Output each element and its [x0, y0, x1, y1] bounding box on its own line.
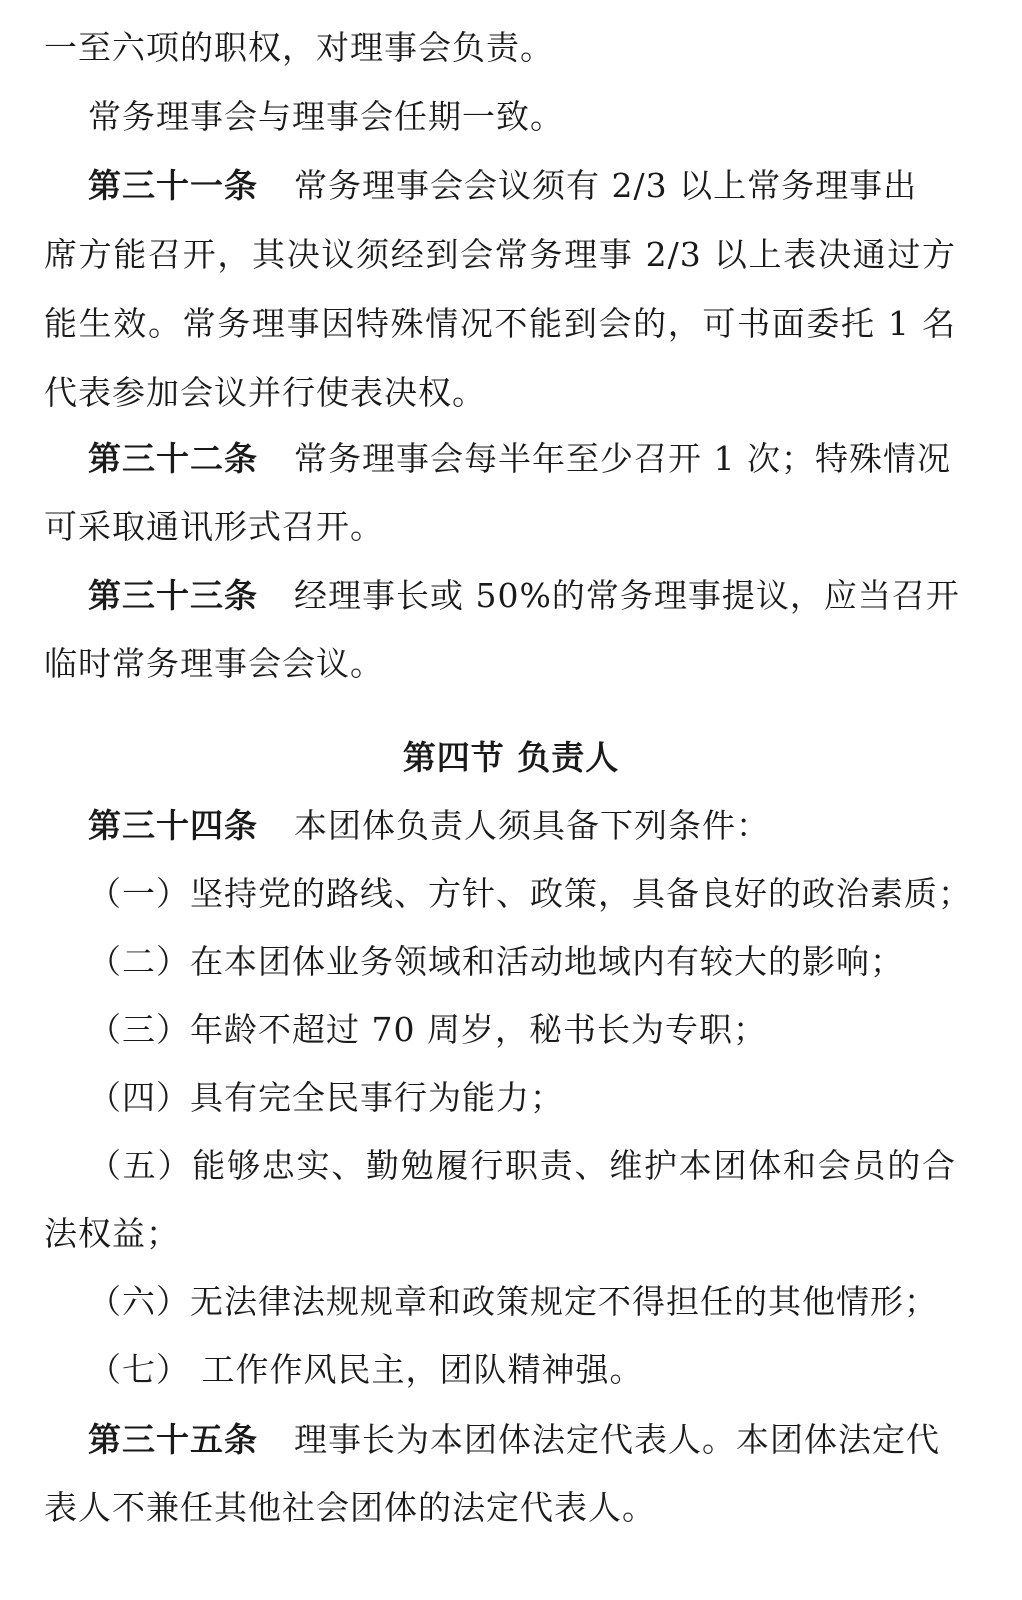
section-heading: 第四节 负责人	[402, 738, 620, 777]
text-line: 法权益；	[44, 1214, 180, 1253]
article-33-title: 第三十三条	[88, 576, 258, 615]
text-line: 能生效。常务理事因特殊情况不能到会的，可书面委托 1 名	[44, 304, 956, 343]
article-32-title: 第三十二条	[88, 439, 258, 478]
list-item: （七） 工作作风民主，团队精神强。	[88, 1350, 644, 1389]
list-item: （五）能够忠实、勤勉履行职责、维护本团体和会员的合	[88, 1146, 956, 1185]
article-35-title: 第三十五条	[88, 1420, 258, 1459]
text-line: 席方能召开，其决议须经到会常务理事 2/3 以上表决通过方	[44, 235, 956, 274]
article-35-first-line	[88, 1420, 940, 1460]
list-item: （四）具有完全民事行为能力；	[88, 1078, 564, 1117]
text-line: 表人不兼任其他社会团体的法定代表人。	[44, 1488, 656, 1527]
article-34-title: 第三十四条	[88, 806, 258, 845]
article-33-text: 经理事长或 50%的常务理事提议，应当召开	[294, 576, 960, 615]
text-line: 临时常务理事会会议。	[44, 644, 384, 683]
text-line: 代表参加会议并行使表决权。	[44, 373, 486, 412]
text-line: 一至六项的职权，对理事会负责。	[44, 28, 554, 67]
article-33-first-line	[88, 576, 960, 616]
list-item: （二）在本团体业务领域和活动地域内有较大的影响；	[88, 942, 904, 981]
list-item: （一）坚持党的路线、方针、政策，具备良好的政治素质；	[88, 874, 972, 913]
article-35-text: 理事长为本团体法定代表人。本团体法定代	[294, 1420, 940, 1459]
article-31-text: 常务理事会会议须有 2/3 以上常务理事出	[294, 166, 918, 205]
text-line: 常务理事会与理事会任期一致。	[88, 97, 564, 136]
article-31-first-line	[88, 166, 917, 206]
article-31-title: 第三十一条	[88, 166, 258, 205]
article-32-first-line	[88, 439, 951, 479]
text-line: 可采取通讯形式召开。	[44, 507, 384, 546]
list-item: （六）无法律法规规章和政策规定不得担任的其他情形；	[88, 1282, 938, 1321]
list-item: （三）年龄不超过 70 周岁，秘书长为专职；	[88, 1010, 767, 1049]
article-34-first-line	[88, 806, 770, 846]
article-34-text: 本团体负责人须具备下列条件：	[294, 806, 770, 845]
article-32-text: 常务理事会每半年至少召开 1 次；特殊情况	[294, 439, 951, 478]
